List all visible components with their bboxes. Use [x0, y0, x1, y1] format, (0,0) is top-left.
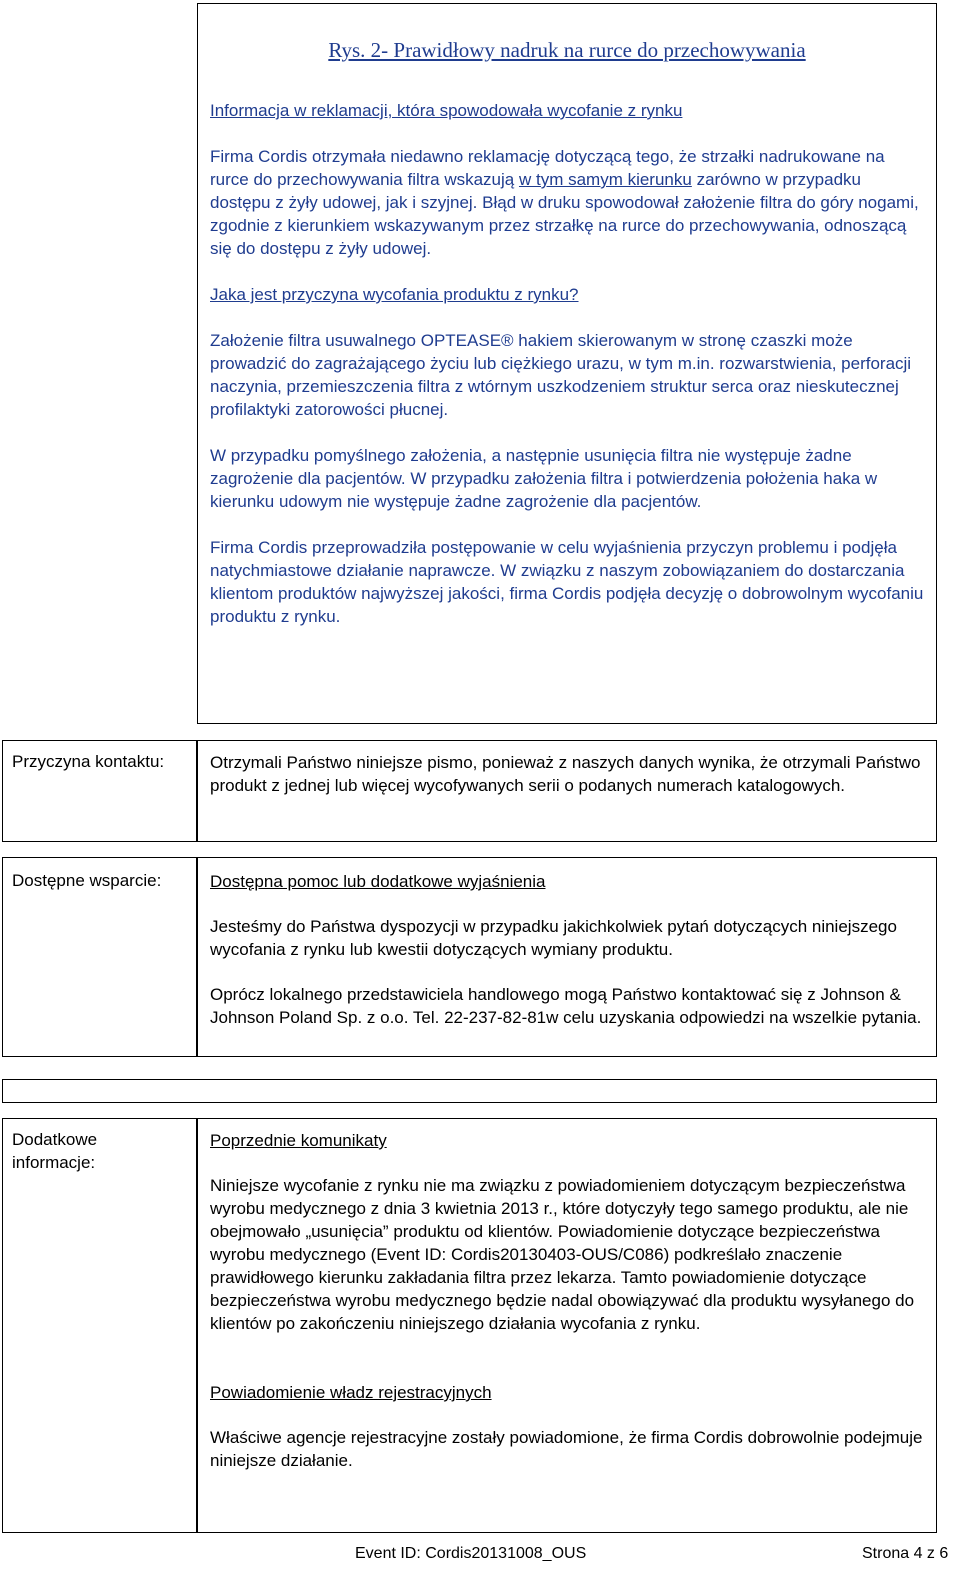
safety-paragraph: W przypadku pomyślnego założenia, a następnie usunięcia filtra nie występuje żadne zagrożenie dla pacjentów. W przypadku założenia filtra i potwierdzenia położenia haka w kierunku udowym nie występuje żadne zagrożenie dla pacjentów. [210, 446, 878, 511]
complaint-text-underlined: w tym samym kierunku [518, 170, 692, 189]
recall-info-box [197, 3, 937, 724]
contact-reason-text-cell [197, 740, 937, 842]
complaint-text-a: Firma Cordis otrzymała niedawno reklamację dotyczącą tego, że strzałki nadrukowane na rurce do przechowywania filtra wskazują [210, 147, 885, 189]
contact-reason-text: Otrzymali Państwo niniejsze pismo, ponieważ z naszych danych wynika, że otrzymali Państwo produkt z jednej lub więcej wycofywanych serii o podanych numerach katalogowych. [210, 753, 921, 795]
action-paragraph: Firma Cordis przeprowadziła postępowanie w celu wyjaśnienia przyczyn problemu i podjęła natychmiastowe działanie naprawcze. W związku z naszym zobowiązaniem do dostarczania klientom produktów najwyższej jakości, firma Cordis podjęła decyzję o dobrowolnym wycofaniu produktu z rynku. [210, 538, 924, 626]
section-subheading: Informacja w reklamacji, która spowodowała wycofanie z rynku [210, 101, 683, 120]
complaint-text-b: zarówno w przypadku dostępu z żyły udowej, jak i szyjnej. Błąd w druku spowodował założenie filtra do góry nogami, zgodnie z kierunkiem wskazywanym przez strzałkę na rurce do przechowywania, odnoszącą się do dostępu z żyły udowej. [210, 170, 919, 258]
complaint-paragraph [210, 145, 926, 260]
support-label: Dostępne wsparcie: [12, 871, 162, 890]
support-paragraph-1: Jesteśmy do Państwa dyspozycji w przypadku jakichkolwiek pytań dotyczących niniejszego wycofania z rynku lub kwestii dotyczących wymiany produktu. [210, 917, 897, 959]
support-paragraph-2: Oprócz lokalnego przedstawiciela handlowego mogą Państwo kontaktować się z Johnson & Johnson Poland Sp. z o.o. Tel. 22-237-82-81w celu uzyskania odpowiedzi na wszelkie pytania. [210, 985, 922, 1027]
footer-event-id: Event ID: Cordis20131008_OUS [355, 1545, 587, 1562]
support-text-cell [197, 857, 937, 1057]
contact-reason-label: Przyczyna kontaktu: [12, 752, 165, 771]
support-heading: Dostępna pomoc lub dodatkowe wyjaśnienia [210, 872, 546, 891]
additional-label-cell [2, 1118, 197, 1533]
empty-row-cell [2, 1079, 937, 1103]
footer-page-number: Strona 4 z 6 [862, 1545, 949, 1562]
figure-caption: Rys. 2- Prawidłowy nadruk na rurce do przechowywania [328, 38, 806, 62]
authorities-paragraph: Właściwe agencje rejestracyjne zostały powiadomione, że firma Cordis dobrowolnie podejmuje niniejsze działanie. [210, 1428, 923, 1470]
risk-paragraph: Założenie filtra usuwalnego OPTEASE® hakiem skierowanym w stronę czaszki może prowadzić do zagrażającego życiu lub ciężkiego urazu, w tym m.in. rozwarstwienia, perforacji naczynia, przemieszczenia filtra z wtórnym uszkodzeniem struktur serca oraz nieskutecznej profilaktyki zatorowości płucnej. [210, 331, 912, 419]
previous-communications-heading: Poprzednie komunikaty [210, 1131, 387, 1150]
additional-text-cell [197, 1118, 937, 1533]
cause-question: Jaka jest przyczyna wycofania produktu z rynku? [210, 285, 579, 304]
additional-label: Dodatkowe informacje: [12, 1130, 98, 1172]
authorities-heading: Powiadomienie władz rejestracyjnych [210, 1383, 492, 1402]
previous-communications-paragraph: Niniejsze wycofanie z rynku nie ma związku z powiadomieniem dotyczącym bezpieczeństwa wyrobu medycznego z dnia 3 kwietnia 2013 r., które dotyczyły tego samego produktu, ale nie obejmowało „usunięcia” produktu od klientów. Powiadomienie dotyczące bezpieczeństwa wyrobu medycznego (Event ID: Cordis20130403-OUS/C086) podkreślało znaczenie prawidłowego kierunku zakładania filtra przez lekarza. Tamto powiadomienie dotyczące bezpieczeństwa wyrobu medycznego będzie nadal obowiązywać dla produktu wysyłanego do klientów po zakończeniu niniejszego działania wycofania z rynku. [210, 1176, 915, 1333]
